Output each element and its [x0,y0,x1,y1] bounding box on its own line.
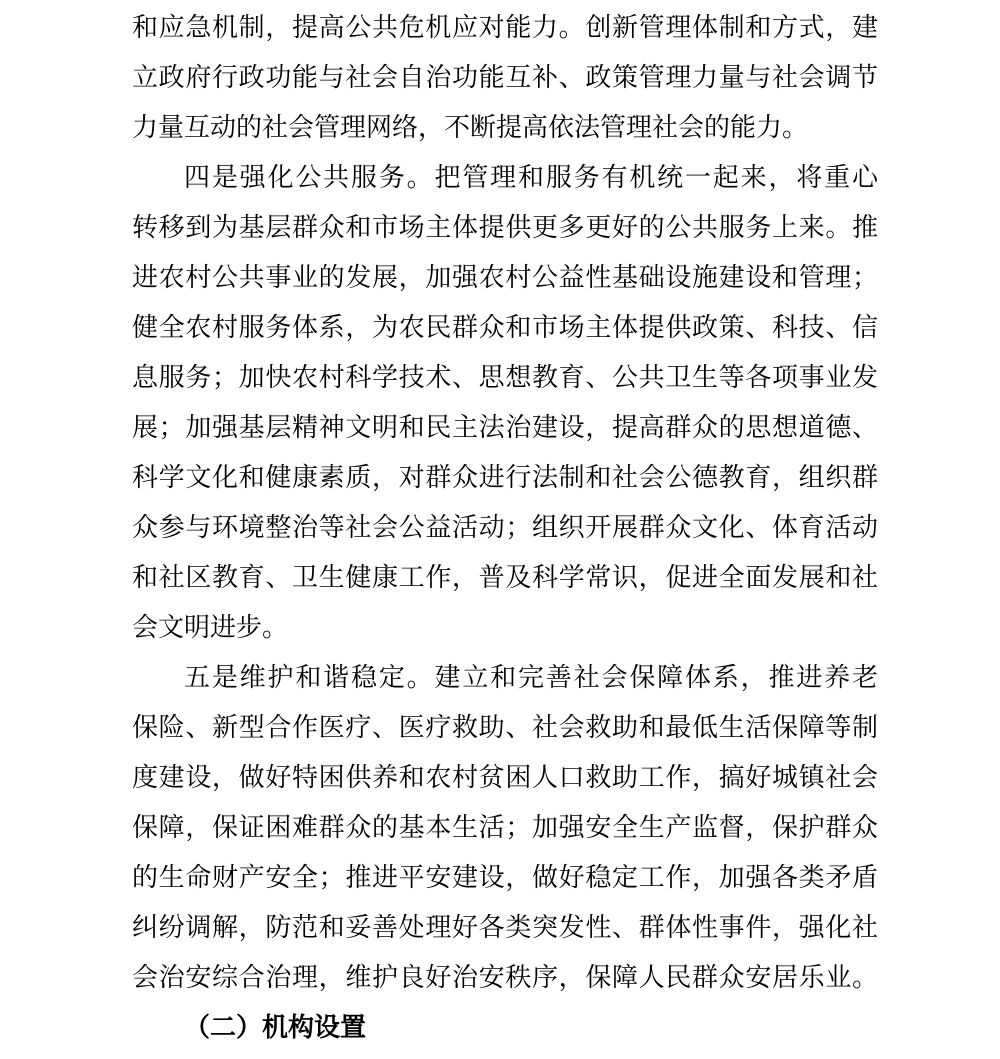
paragraph-four-strengthen-public-services [132,153,878,653]
text-line: 保障，保证困难群众的基本生活；加强安全生产监督，保护群众 [132,813,878,842]
paragraph-management-continued [132,3,878,153]
text-line: 的生命财产安全；推进平安建设，做好稳定工作，加强各类矛盾 [132,863,878,892]
text-line: 保险、新型合作医疗、医疗救助、社会救助和最低生活保障等制 [132,713,878,742]
text-line: 纠纷调解，防范和妥善处理好各类突发性、群体性事件，强化社 [132,913,878,942]
text-line: 会文明进步。 [132,613,289,642]
heading-section-two-organization-setup [132,1003,878,1053]
text-line: 进农村公共事业的发展，加强农村公益性基础设施建设和管理； [132,263,878,292]
text-line: 立政府行政功能与社会自治功能互补、政策管理力量与社会调节 [132,63,878,92]
text-line: （二）机构设置 [184,1013,367,1042]
text-line: 会治安综合治理，维护良好治安秩序，保障人民群众安居乐业。 [132,963,878,992]
text-line: 和社区教育、卫生健康工作，普及科学常识，促进全面发展和社 [132,563,878,592]
text-line: 科学文化和健康素质，对群众进行法制和社会公德教育，组织群 [132,463,878,492]
text-line: 和应急机制，提高公共危机应对能力。创新管理体制和方式，建 [132,13,878,42]
document-text-block [132,3,878,1053]
text-line: 五是维护和谐稳定。建立和完善社会保障体系，推进养老 [184,663,878,692]
text-line: 转移到为基层群众和市场主体提供更多更好的公共服务上来。推 [132,213,878,242]
paragraph-five-maintain-harmony-stability [132,653,878,1003]
text-line: 力量互动的社会管理网络，不断提高依法管理社会的能力。 [132,113,809,142]
text-line: 众参与环境整治等社会公益活动；组织开展群众文化、体育活动 [132,513,878,542]
text-line: 度建设，做好特困供养和农村贫困人口救助工作，搞好城镇社会 [132,763,878,792]
text-line: 四是强化公共服务。把管理和服务有机统一起来，将重心 [184,163,878,192]
text-line: 展；加强基层精神文明和民主法治建设，提高群众的思想道德、 [132,413,878,442]
text-line: 健全农村服务体系，为农民群众和市场主体提供政策、科技、信 [132,313,878,342]
text-line: 息服务；加快农村科学技术、思想教育、公共卫生等各项事业发 [132,363,878,392]
